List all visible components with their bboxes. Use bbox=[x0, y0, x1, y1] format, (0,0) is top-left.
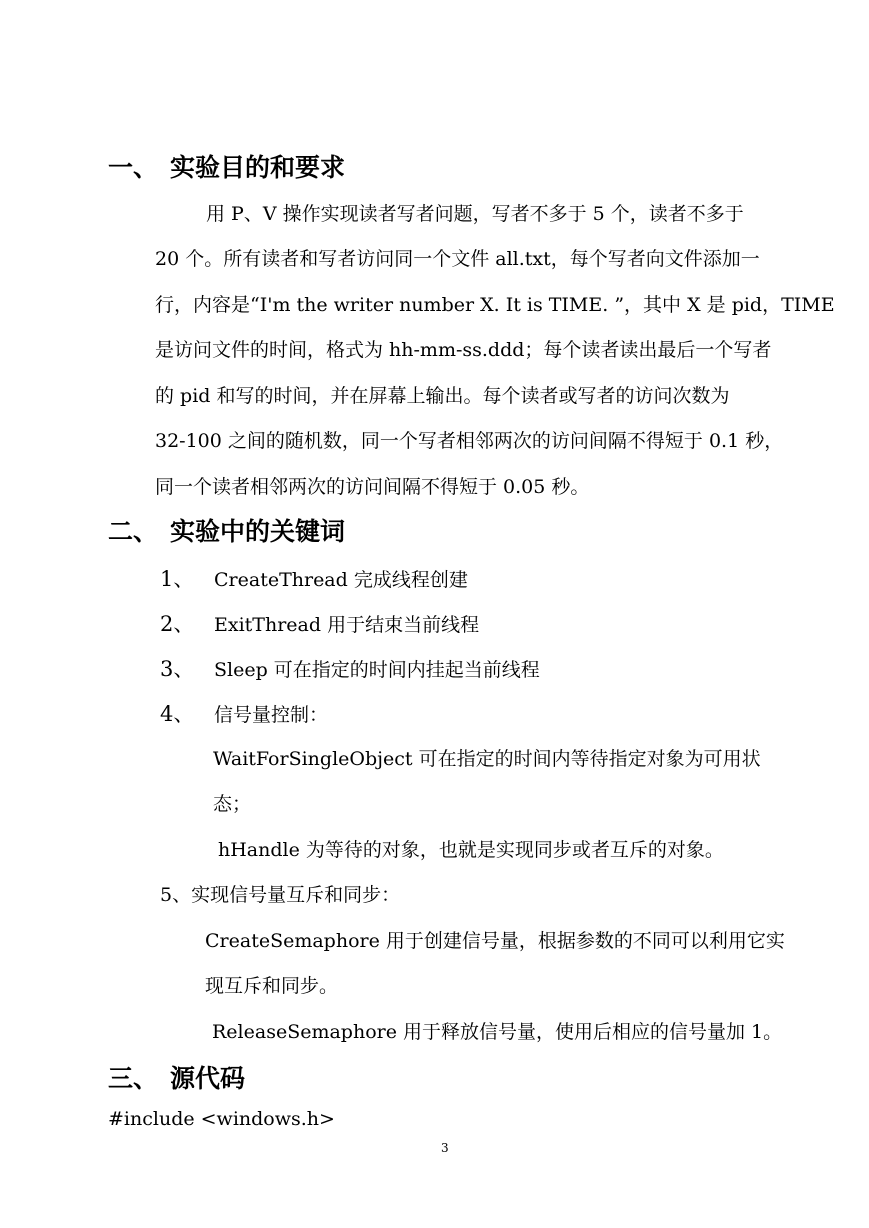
sub-paragraph-line: CreateSemaphore 用于创建信号量，根据参数的不同可以利用它实 bbox=[205, 930, 785, 952]
paragraph-line: 行，内容是“I'm the writer number X. It is TIME. ”，其中 X 是 pid，TIME bbox=[155, 294, 835, 316]
list-item bbox=[160, 608, 479, 638]
list-item-number: 3、 bbox=[160, 657, 195, 681]
sub-paragraph-line: 态； bbox=[213, 793, 252, 815]
list-item bbox=[160, 563, 468, 593]
sub-paragraph-line: WaitForSingleObject 可在指定的时间内等待指定对象为可用状 bbox=[213, 748, 761, 770]
paragraph-line: 20 个。所有读者和写者访问同一个文件 all.txt，每个写者向文件添加一 bbox=[155, 248, 760, 270]
list-item-5: 5、实现信号量互斥和同步： bbox=[160, 884, 401, 906]
list-item bbox=[160, 653, 540, 683]
paragraph-line: 的 pid 和写的时间，并在屏幕上输出。每个读者或写者的访问次数为 bbox=[155, 385, 730, 407]
list-item-text: Sleep 可在指定的时间内挂起当前线程 bbox=[214, 659, 540, 681]
paragraph-line: 32-100 之间的随机数，同一个写者相邻两次的访问间隔不得短于 0.1 秒， bbox=[155, 430, 784, 452]
section-number: 一、 bbox=[108, 153, 159, 182]
section-heading-1 bbox=[108, 148, 345, 184]
list-item-text: ExitThread 用于结束当前线程 bbox=[214, 614, 480, 636]
paragraph-line: 用 P、V 操作实现读者写者问题，写者不多于 5 个，读者不多于 bbox=[206, 203, 744, 225]
list-item-number: 2、 bbox=[160, 612, 195, 636]
list-item bbox=[160, 698, 328, 728]
list-item-text: 信号量控制： bbox=[214, 704, 329, 726]
section-number: 三、 bbox=[108, 1064, 159, 1093]
sub-paragraph-line: hHandle 为等待的对象，也就是实现同步或者互斥的对象。 bbox=[218, 839, 724, 861]
sub-paragraph-line: ReleaseSemaphore 用于释放信号量，使用后相应的信号量加 1。 bbox=[212, 1021, 783, 1043]
list-item-text: CreateThread 完成线程创建 bbox=[214, 569, 468, 591]
section-heading-3 bbox=[108, 1059, 245, 1095]
list-item-number: 1、 bbox=[160, 567, 195, 591]
page-number: 3 bbox=[441, 1141, 449, 1155]
paragraph-line: 同一个读者相邻两次的访问间隔不得短于 0.05 秒。 bbox=[155, 476, 590, 498]
section-heading-2 bbox=[108, 512, 345, 548]
section-title: 实验目的和要求 bbox=[170, 153, 346, 182]
section-title: 实验中的关键词 bbox=[170, 517, 346, 546]
section-title: 源代码 bbox=[170, 1064, 246, 1093]
code-line: #include <windows.h> bbox=[108, 1108, 335, 1130]
sub-paragraph-line: 现互斥和同步。 bbox=[205, 975, 339, 997]
section-number: 二、 bbox=[108, 517, 159, 546]
list-item-number: 4、 bbox=[160, 702, 195, 726]
paragraph-line: 是访问文件的时间，格式为 hh-mm-ss.ddd；每个读者读出最后一个写者 bbox=[155, 339, 772, 361]
